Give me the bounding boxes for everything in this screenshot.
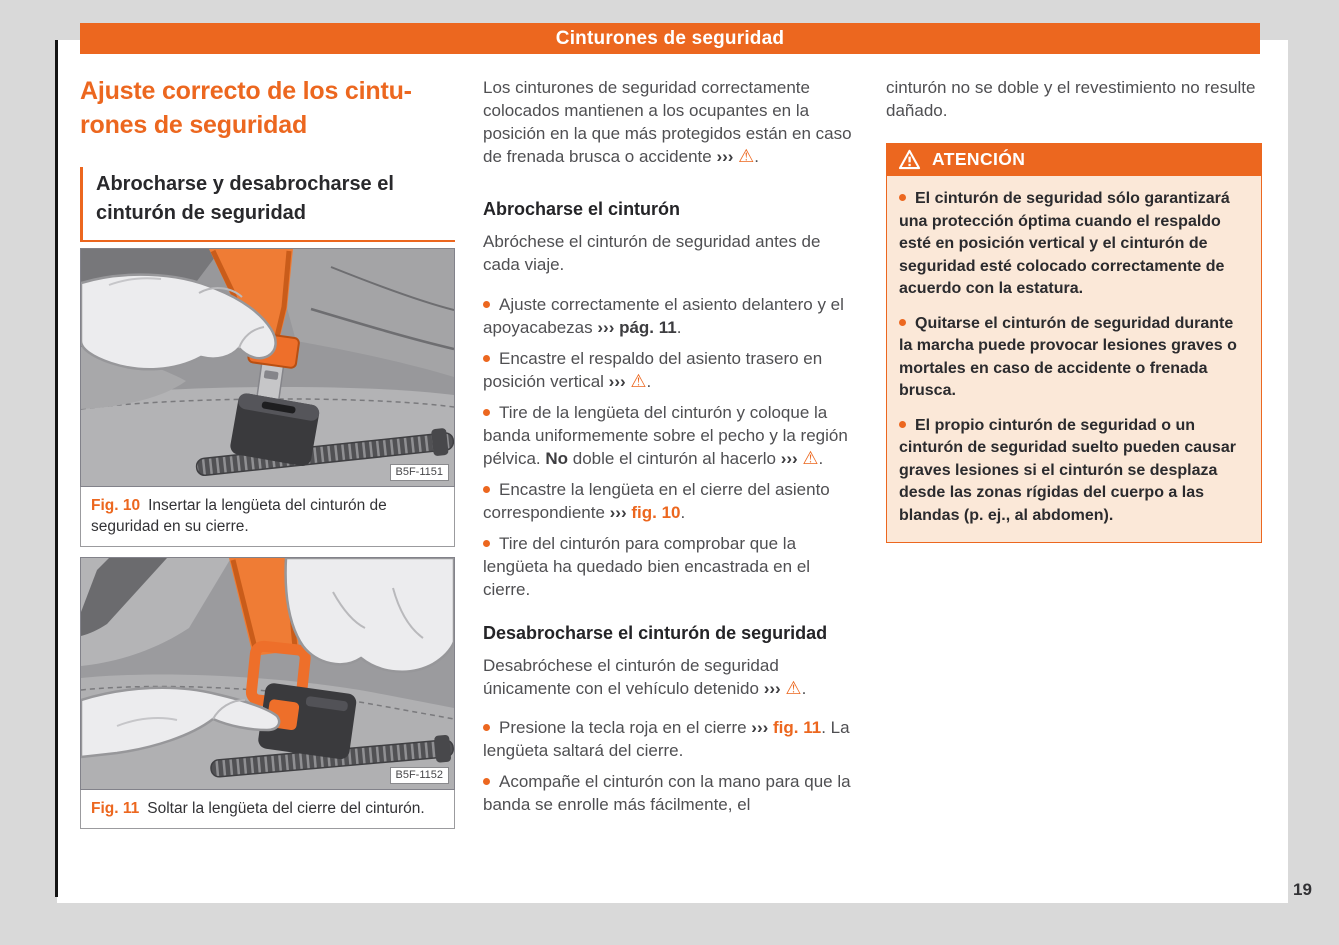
figure-11-label: Fig. 11 — [91, 800, 140, 817]
figure-code-badge: B5F-1152 — [390, 767, 450, 784]
continuation-paragraph: cinturón no se doble y el revestimiento no resulte dañado. — [886, 78, 1256, 120]
figure-10-caption — [80, 487, 455, 547]
chapter-banner: Cinturones de seguridad — [80, 23, 1260, 54]
figure-11-caption — [80, 790, 455, 829]
section-header-line2: cinturón de seguridad — [96, 202, 307, 224]
attention-bullet: Quitarse el cinturón de seguridad durante la marcha puede provocar lesiones graves o mortales en caso de accidente o frenada brusca. — [899, 313, 1249, 403]
middle-column — [483, 76, 856, 824]
attention-bullet: El propio cinturón de seguridad o un cinturón de seguridad suelto pueden causar graves lesiones si el cinturón se desplaza desde las zonas rígidas del cuerpo a las blandas (p. ej., al abdomen). — [899, 415, 1249, 528]
page-number: 19 — [1293, 880, 1312, 899]
figure-10-label: Fig. 10 — [91, 497, 141, 514]
unfasten-intro-paragraph: Desabróchese el cinturón de seguridad únicamente con el vehículo detenido ››› ⚠. — [483, 656, 807, 699]
page-spine-line — [55, 40, 58, 897]
fasten-intro-paragraph: Abróchese el cinturón de seguridad antes de cada viaje. — [483, 232, 821, 274]
bullet-item: Ajuste correctamente el asiento delantero y el apoyacabezas ››› pág. 11. — [483, 293, 856, 339]
seatbelt-buckle-insert-illustration — [81, 249, 454, 486]
attention-box-header — [886, 143, 1262, 176]
attention-bullet: El cinturón de seguridad sólo garantizará una protección óptima cuando el respaldo esté en posición vertical y el cinturón de seguridad esté colocado correctamente de acuerdo con la estatura. — [899, 188, 1249, 301]
attention-box-title: ATENCIÓN — [932, 149, 1026, 169]
page-title-line1: Ajuste correcto de los cintu- — [80, 77, 412, 105]
bullet-item: Tire de la lengüeta del cinturón y coloque la banda uniformemente sobre el pecho y la región pélvica. No doble el cinturón al hacerlo ››› ⚠. — [483, 401, 856, 470]
warning-triangle-icon — [898, 149, 921, 170]
figure-11-image — [80, 557, 455, 790]
heading-fasten-belt: Abrocharse el cinturón — [483, 199, 681, 219]
section-header — [80, 167, 455, 242]
heading-unfasten-belt: Desabrocharse el cinturón de seguridad — [483, 623, 828, 643]
attention-box — [886, 143, 1262, 543]
seatbelt-buckle-release-illustration — [81, 558, 454, 789]
figure-10-caption-text: Insertar la lengüeta del cinturón de seguridad en su cierre. — [91, 497, 387, 535]
bullet-item: Tire del cinturón para comprobar que la lengüeta ha quedado bien encastrada en el cierre. — [483, 532, 856, 601]
section-header-line1: Abrocharse y desabrocharse el — [96, 173, 394, 195]
figure-11-caption-text: Soltar la lengüeta del cierre del cinturón. — [147, 800, 425, 817]
attention-box-body — [886, 176, 1262, 543]
bullet-item: Encastre la lengüeta en el cierre del asiento correspondiente ››› fig. 10. — [483, 478, 856, 524]
figure-10 — [80, 248, 455, 547]
bullet-item: Presione la tecla roja en el cierre ››› fig. 11. La lengüeta saltará del cierre. — [483, 716, 856, 762]
bullet-item: Acompañe el cinturón con la mano para que la banda se enrolle más fácilmente, el — [483, 770, 856, 816]
page-title-line2: rones de seguridad — [80, 111, 308, 139]
figure-code-badge: B5F-1151 — [390, 464, 450, 481]
intro-paragraph: Los cinturones de seguridad correctamente colocados mantienen a los ocupantes en la posición en la que más protegidos están en caso de frenada brusca o accidente ››› ⚠. — [483, 78, 852, 167]
figure-11 — [80, 557, 455, 829]
figure-10-image — [80, 248, 455, 487]
bullet-item: Encastre el respaldo del asiento trasero en posición vertical ››› ⚠. — [483, 347, 856, 393]
page-title — [80, 74, 482, 142]
